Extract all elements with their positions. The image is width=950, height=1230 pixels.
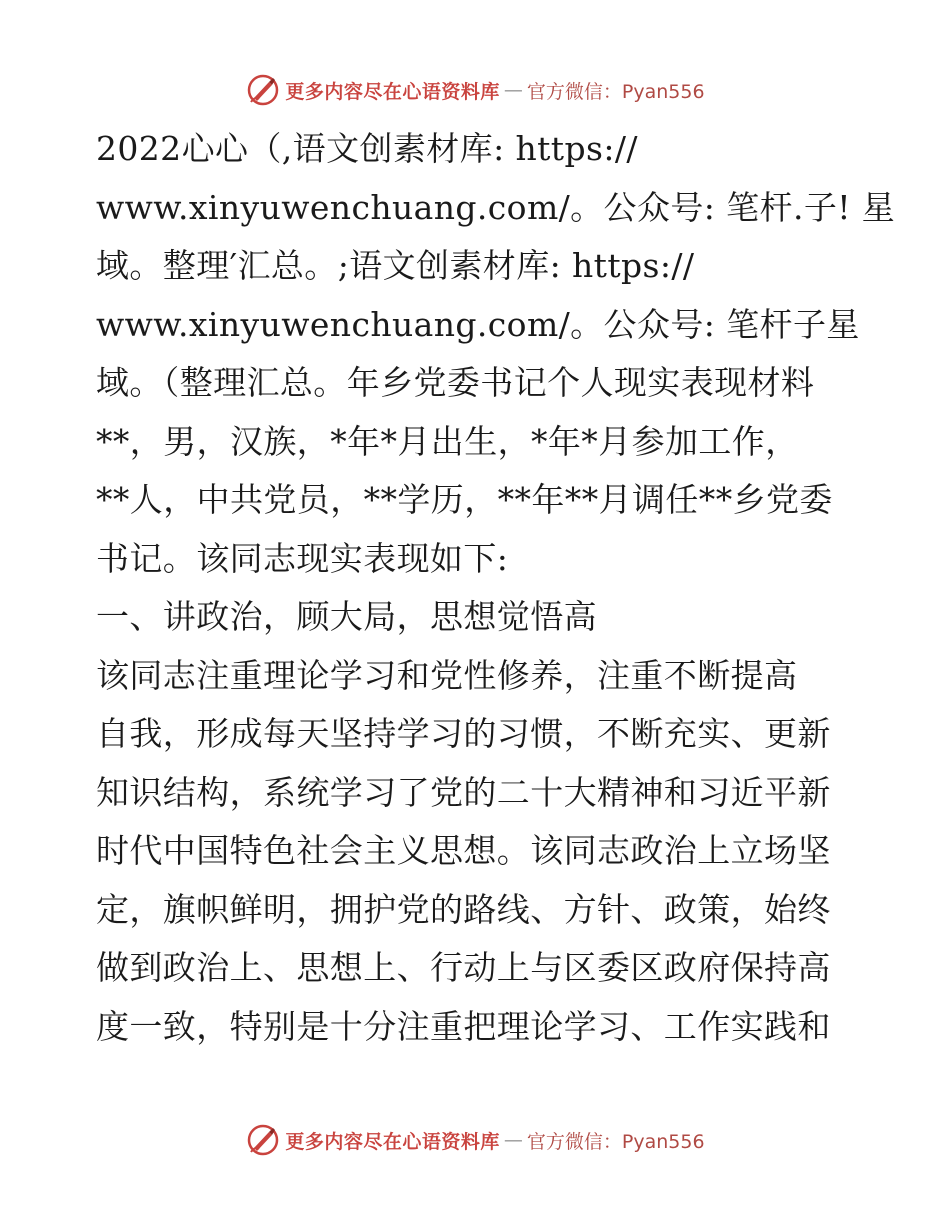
- text-line: 度一致，特别是十分注重把理论学习、工作实践和: [96, 1006, 831, 1046]
- brush-logo-icon: [245, 72, 281, 108]
- text-line: 域。整理′汇总。;语文创素材库: https://: [96, 246, 695, 285]
- text-line: www.xinyuwenchuang.com/。公众号: 笔杆.子! 星: [96, 187, 896, 227]
- watermark-wechat: 官方微信：Pyan556: [526, 80, 705, 103]
- watermark-separator: —: [503, 79, 523, 101]
- document-body: [96, 120, 896, 1056]
- text-line: 域。（整理汇总。年乡党委书记个人现实表现材料: [96, 363, 815, 402]
- text-line: 书记。该同志现实表现如下:: [96, 538, 509, 578]
- text-line: 自我，形成每天坚持学习的习惯，不断充实、更新: [96, 714, 831, 753]
- text-line: 该同志注重理论学习和党性修养，注重不断提高: [96, 655, 798, 695]
- text-line: 知识结构，系统学习了党的二十大精神和习近平新: [96, 772, 831, 812]
- section-heading: 一、讲政治，顾大局，思想觉悟高: [96, 597, 597, 636]
- text-line: www.xinyuwenchuang.com/。公众号: 笔杆子星: [96, 304, 860, 344]
- watermark-header: [0, 70, 950, 110]
- watermark-wechat: 官方微信：Pyan556: [526, 1130, 705, 1153]
- text-line: 定，旗帜鲜明，拥护党的路线、方针、政策，始终: [96, 889, 831, 929]
- watermark-separator: —: [503, 1129, 523, 1151]
- brush-logo-icon: [245, 1122, 281, 1158]
- watermark-text: 更多内容尽在心语资料库: [285, 80, 500, 103]
- watermark-text: 更多内容尽在心语资料库: [285, 1130, 500, 1153]
- text-line: 做到政治上、思想上、行动上与区委区政府保持高: [96, 948, 831, 987]
- watermark-footer: [0, 1120, 950, 1160]
- text-line: **人，中共党员，**学历，**年**月调任**乡党委: [96, 480, 833, 519]
- text-line: 2022心心（,语文创素材库: https://: [96, 129, 638, 168]
- text-line: 时代中国特色社会主义思想。该同志政治上立场坚: [96, 831, 831, 870]
- text-line: **，男，汉族，*年*月出生，*年*月参加工作，: [96, 421, 799, 461]
